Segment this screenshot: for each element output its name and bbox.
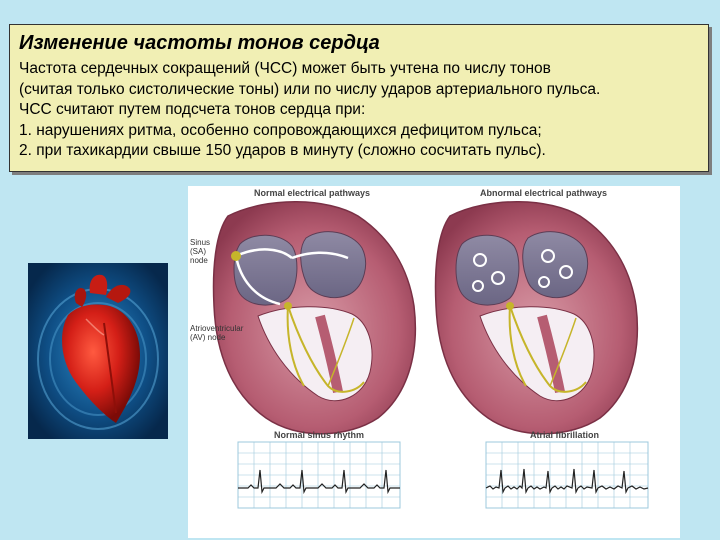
body-line-4: 1. нарушениях ритма, особенно сопровождающихся дефицитом пульса;: [19, 121, 542, 139]
body-line-3: ЧСС считают путем подсчета тонов сердца при:: [19, 101, 366, 118]
text-panel: [9, 24, 709, 172]
body-line-1: Частота сердечных сокращений (ЧСС) может быть учтена по числу тонов: [19, 60, 551, 77]
sa-node-label: Sinus (SA) node: [190, 238, 211, 265]
normal-pathways-title: Normal electrical pathways: [254, 188, 371, 198]
heart-illustration: [28, 263, 168, 439]
slide-title: Изменение частоты тонов сердца: [19, 32, 380, 54]
av-node-label: Atrioventricular (AV) node: [190, 324, 244, 342]
ecg-normal-strip: [238, 442, 400, 508]
heart-conduction-diagram: [188, 186, 680, 538]
ecg-fibrillation-strip: [486, 442, 648, 508]
normal-heart-drawing: [214, 202, 416, 434]
abnormal-pathways-title: Abnormal electrical pathways: [480, 188, 608, 198]
abnormal-heart-drawing: [436, 202, 638, 434]
atrial-fibrillation-title: Atrial fibrillation: [530, 430, 600, 440]
normal-rhythm-title: Normal sinus rhythm: [274, 430, 365, 440]
body-line-2: (считая только систолические тоны) или по числу ударов артериального пульса.: [19, 80, 601, 98]
body-line-5: 2. при тахикардии свыше 150 ударов в минуту (сложно сосчитать пульс).: [19, 142, 546, 159]
